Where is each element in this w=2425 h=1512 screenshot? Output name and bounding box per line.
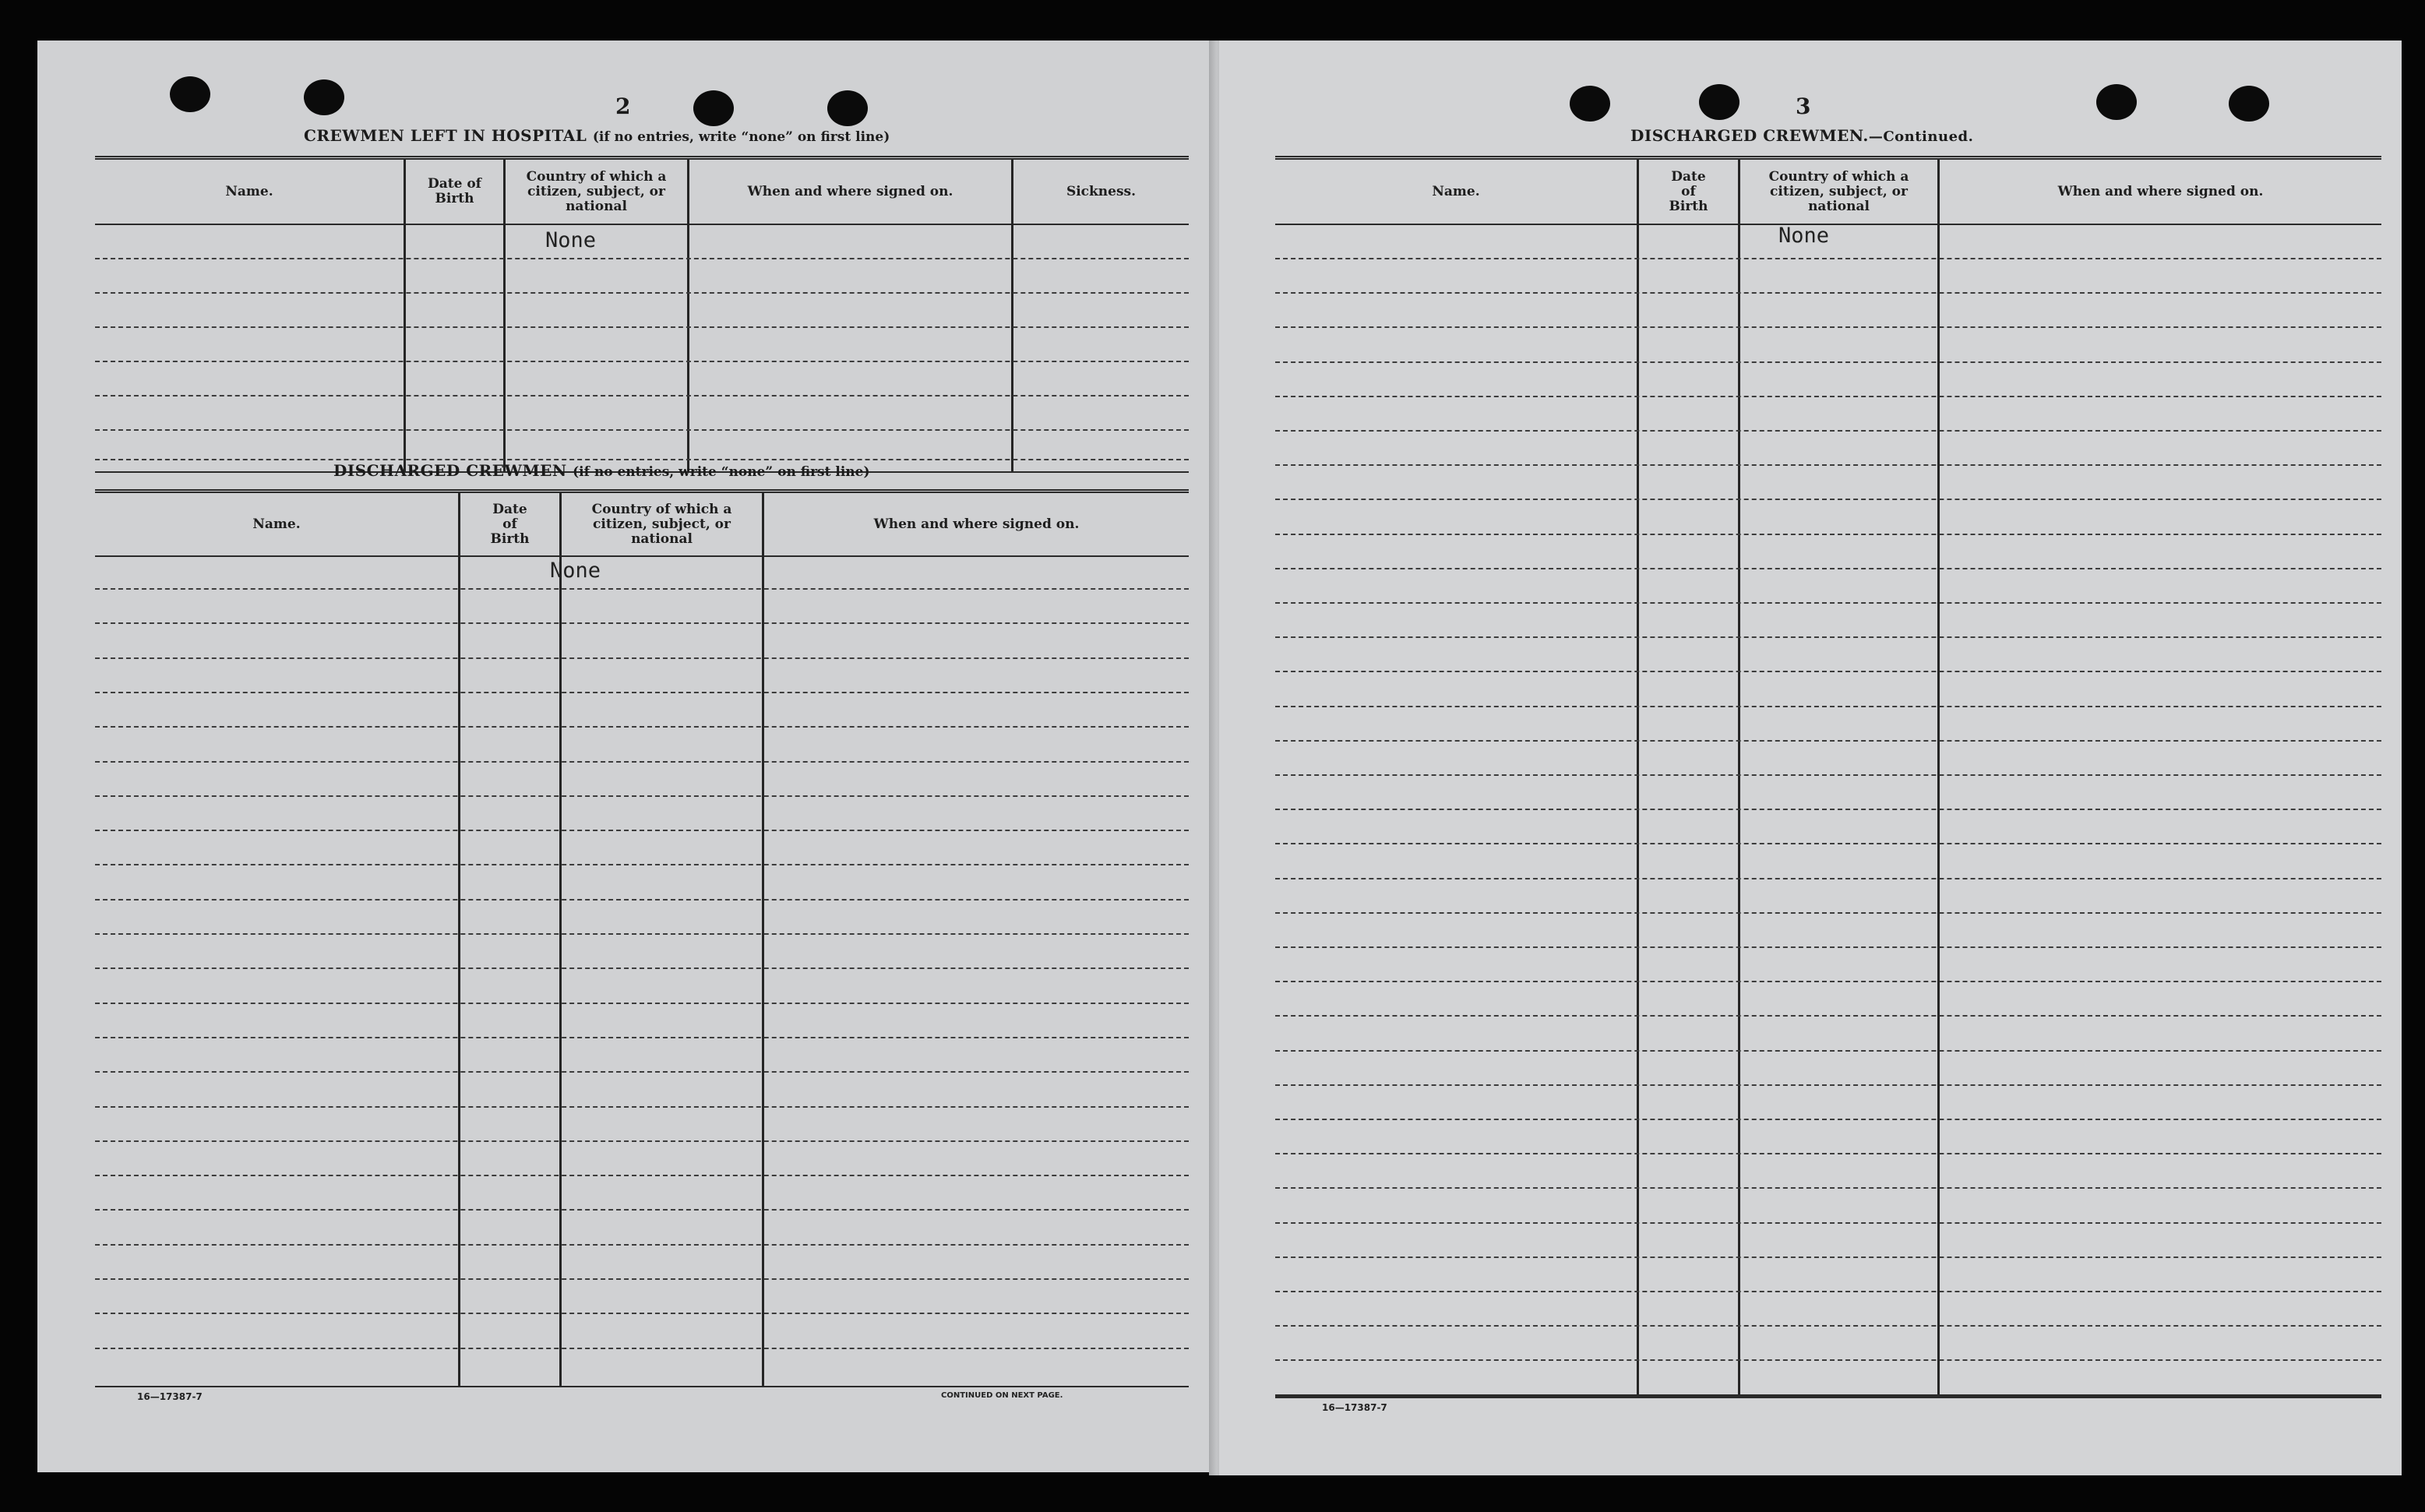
ruled-line [95, 726, 1189, 728]
page-number: 3 [1796, 93, 1811, 119]
ruled-line [1275, 1153, 2381, 1154]
punch-hole [170, 76, 210, 112]
ruled-line [95, 1209, 1189, 1211]
column-header-country: Country of which a citizen, subject, or national [591, 501, 732, 547]
ruled-line [95, 1175, 1189, 1176]
ruled-line [1275, 602, 2381, 604]
ruled-line [1275, 774, 2381, 776]
column-header-signed-on: When and where signed on. [2057, 183, 2264, 199]
ruled-line [95, 1348, 1189, 1349]
ruled-line [1275, 499, 2381, 500]
hospital-section-title: CREWMEN LEFT IN HOSPITAL (if no entries, write “none” on first line) [304, 126, 890, 145]
ruled-line [95, 761, 1189, 763]
discharged-continued-title: DISCHARGED CREWMEN.—Continued. [1630, 126, 1974, 145]
ruled-line [1275, 1359, 2381, 1361]
ruled-line [1275, 1256, 2381, 1258]
page-number: 2 [615, 93, 631, 119]
ruled-line [1275, 706, 2381, 707]
hospital-table [95, 156, 1189, 473]
discharged-table [95, 489, 1189, 1387]
ruled-line [95, 588, 1189, 590]
ruled-line [1275, 1291, 2381, 1292]
ruled-line [1275, 464, 2381, 466]
hospital-section-note: (if no entries, write “none” on first line) [592, 129, 890, 145]
column-header-name: Name. [1432, 183, 1480, 199]
ruled-line [1275, 636, 2381, 638]
ruled-line [1275, 1325, 2381, 1327]
right-page [1219, 41, 2402, 1475]
column-header-date-of-birth: Date of Birth [1669, 168, 1708, 214]
form-number: 16—17387-7 [1322, 1402, 1387, 1413]
form-number: 16—17387-7 [137, 1391, 203, 1402]
ruled-line [1275, 671, 2381, 672]
ruled-line [1275, 1119, 2381, 1120]
punch-hole [827, 90, 868, 126]
column-header-signed-on: When and where signed on. [747, 183, 953, 199]
ruled-line [95, 1278, 1189, 1280]
column-header-sickness: Sickness. [1066, 183, 1137, 199]
ruled-line [1275, 326, 2381, 328]
ruled-line [95, 1140, 1189, 1142]
discharged-section-note: (if no entries, write “none” on first line) [573, 464, 870, 480]
ruled-line [95, 622, 1189, 624]
ruled-line [1275, 534, 2381, 535]
continued-note: CONTINUED ON NEXT PAGE. [941, 1391, 1063, 1400]
ruled-line [95, 830, 1189, 831]
ruled-line [95, 1037, 1189, 1038]
ruled-line [1275, 912, 2381, 914]
punch-hole [1570, 86, 1610, 122]
ruled-line [95, 1313, 1189, 1314]
ruled-line [95, 899, 1189, 901]
ruled-line [1275, 1187, 2381, 1189]
ruled-line [1275, 568, 2381, 569]
column-header-signed-on: When and where signed on. [873, 516, 1080, 532]
ruled-line [1275, 430, 2381, 432]
ruled-line [95, 967, 1189, 969]
ruled-line [95, 864, 1189, 865]
ruled-line [1275, 809, 2381, 810]
column-header-date-of-birth: Date of Birth [490, 501, 530, 547]
column-header-name: Name. [252, 516, 301, 532]
ruled-line [1275, 292, 2381, 294]
ruled-line [1275, 946, 2381, 948]
ruled-line [1275, 740, 2381, 742]
ruled-line [1275, 396, 2381, 397]
ruled-line [1275, 878, 2381, 879]
ruled-line [1275, 1222, 2381, 1224]
discharged-continued-entry: None [1778, 224, 1830, 248]
hospital-entry: None [545, 228, 597, 252]
discharged-continued-table [1275, 156, 2381, 1398]
ruled-line [95, 933, 1189, 935]
ruled-line [1275, 258, 2381, 259]
ruled-line [95, 1244, 1189, 1246]
ruled-line [1275, 981, 2381, 982]
punch-hole [2096, 84, 2137, 120]
continued-label: —Continued. [1868, 129, 1974, 145]
ruled-line [95, 692, 1189, 693]
punch-hole [1699, 84, 1739, 120]
ruled-line [95, 1106, 1189, 1108]
ruled-line [95, 795, 1189, 797]
ruled-line [95, 1003, 1189, 1004]
ruled-line [95, 657, 1189, 659]
ruled-line [1275, 843, 2381, 844]
ruled-line [95, 1071, 1189, 1073]
column-header-country: Country of which a citizen, subject, or national [1768, 168, 1909, 214]
ruled-line [1275, 1084, 2381, 1086]
column-header-name: Name. [225, 183, 273, 199]
column-header-country: Country of which a citizen, subject, or national [526, 168, 667, 214]
discharged-section-title: DISCHARGED CREWMEN (if no entries, write “none” on first line) [333, 461, 870, 480]
left-page [37, 41, 1214, 1472]
column-header-date-of-birth: Date of Birth [428, 176, 481, 206]
ruled-line [1275, 1015, 2381, 1017]
discharged-entry: None [550, 559, 601, 583]
punch-hole [304, 79, 344, 115]
punch-hole [2229, 86, 2269, 122]
ruled-line [1275, 361, 2381, 363]
punch-hole [693, 90, 734, 126]
ruled-line [1275, 1050, 2381, 1052]
